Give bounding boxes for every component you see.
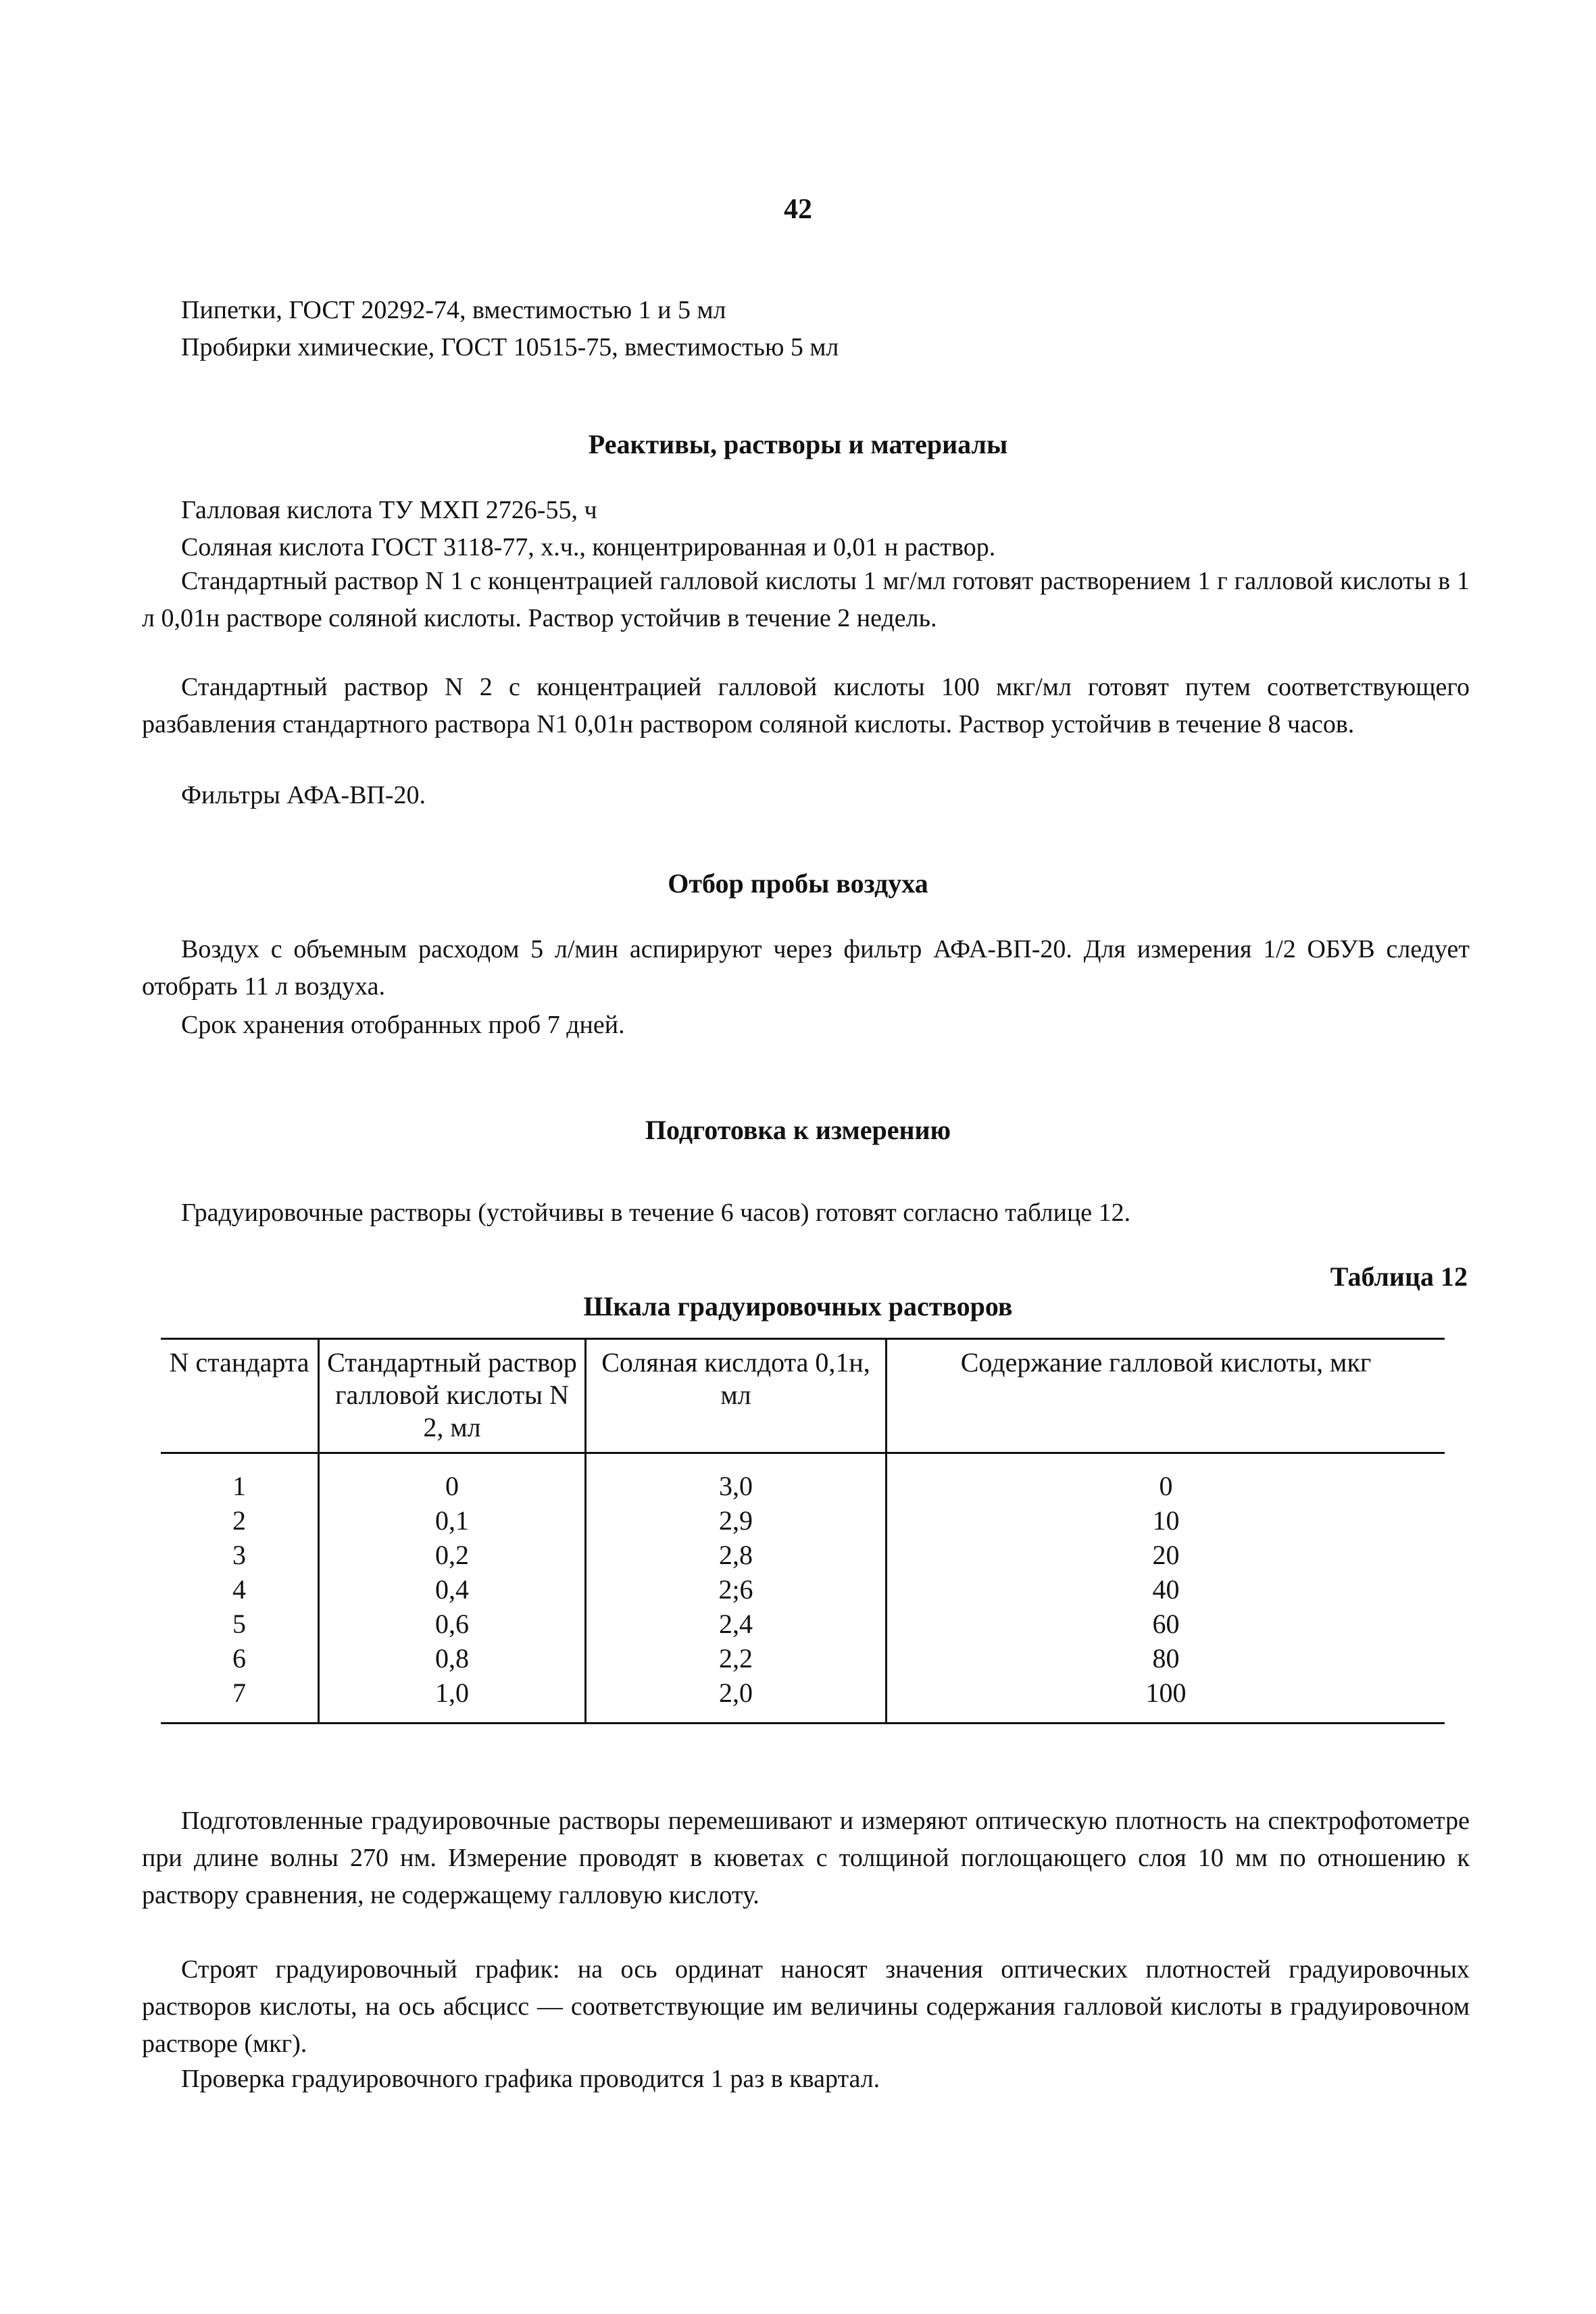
table-row [161, 1607, 1445, 1641]
column-header: Стандартный раствор галловой кислоты N 2, мл [319, 1339, 586, 1453]
table-cell: 0,4 [319, 1572, 586, 1607]
table-cell: 0 [887, 1453, 1445, 1504]
table-cell: 2;6 [586, 1572, 887, 1607]
storage-line: Срок хранения отобранных проб 7 дней. [181, 1011, 625, 1039]
table-cell: 2,0 [586, 1676, 887, 1724]
table-cell: 2,2 [586, 1641, 887, 1676]
calibration-table [161, 1338, 1445, 1724]
table-row [161, 1538, 1445, 1572]
table-cell: 0,6 [319, 1607, 586, 1641]
table-cell: 1 [232, 1471, 246, 1501]
equipment-line: Пипетки, ГОСТ 20292-74, вместимостью 1 и 5 мл [181, 296, 726, 324]
table-cell: 0 [319, 1453, 586, 1504]
table-header-row [161, 1339, 1445, 1453]
table-cell: 10 [887, 1503, 1445, 1538]
table-cell: 0,2 [319, 1538, 586, 1572]
table-row [161, 1641, 1445, 1676]
table-cell: 0,8 [319, 1641, 586, 1676]
table-cell: 2 [232, 1505, 246, 1536]
sampling-paragraph: Воздух с объемным расходом 5 л/мин аспирируют через фильтр АФА-ВП-20. Для измерения 1/2 ОБУВ следует отобрать 11 л воздуха. [142, 935, 1470, 1001]
table-cell: 5 [232, 1609, 246, 1639]
section-heading-reagents: Реактивы, растворы и материалы [588, 429, 1008, 459]
table-cell: 80 [887, 1641, 1445, 1676]
column-header: Соляная кислдота 0,1н, мл [586, 1339, 887, 1453]
table-cell: 2,8 [586, 1538, 887, 1572]
table-cell: 6 [232, 1643, 246, 1674]
table-cell: 3 [232, 1540, 246, 1570]
section-heading-preparation: Подготовка к измерению [645, 1115, 951, 1145]
equipment-line: Пробирки химические, ГОСТ 10515-75, вместимостью 5 мл [181, 333, 839, 361]
table-cell: 60 [887, 1607, 1445, 1641]
calibration-graph-paragraph: Строят градуировочный график: на ось ординат наносят значения оптических плотностей градуировочных растворов кислоты, на ось абсцисс — соответствующие им величины содержания галловой кислоты в градуировочном растворе (мкг). [142, 1955, 1470, 2058]
table-row [161, 1503, 1445, 1538]
column-header: Содержание галловой кислоты, мкг [887, 1339, 1445, 1453]
reagent-line: Галловая кислота ТУ МХП 2726-55, ч [181, 496, 597, 524]
table-row [161, 1572, 1445, 1607]
table-cell: 100 [887, 1676, 1445, 1724]
table-cell: 20 [887, 1538, 1445, 1572]
check-paragraph: Проверка градуировочного графика проводится 1 раз в квартал. [181, 2065, 880, 2093]
column-header: N стандарта [161, 1339, 319, 1453]
table-cell: 2,4 [586, 1607, 887, 1641]
filters-line: Фильтры АФА-ВП-20. [181, 781, 426, 809]
measurement-paragraph: Подготовленные градуировочные растворы перемешивают и измеряют оптическую плотность на спектрофотометре при длине волны 270 нм. Измерение проводят в кюветах с толщиной поглощающего слоя 10 мм по отношению к раствору сравнения, не содержащему галловую кислоту. [142, 1807, 1470, 1909]
table-caption: Таблица 12 [1330, 1261, 1468, 1292]
table-cell: 0,1 [319, 1503, 586, 1538]
table-title: Шкала градуировочных растворов [583, 1291, 1013, 1322]
page-number: 42 [784, 194, 812, 225]
table-row [161, 1453, 1445, 1504]
reagent-line: Соляная кислота ГОСТ 3118-77, х.ч., концентрированная и 0,01 н раствор. [181, 533, 996, 561]
table-cell: 40 [887, 1572, 1445, 1607]
table-cell: 7 [161, 1676, 319, 1724]
table-cell: 1,0 [319, 1676, 586, 1724]
table-row [161, 1676, 1445, 1724]
table-cell: 3,0 [586, 1453, 887, 1504]
reagent-paragraph: Стандартный раствор N 2 с концентрацией галловой кислоты 100 мкг/мл готовят путем соответствующего разбавления стандартного раствора N1 0,01н раствором соляной кислоты. Раствор устойчив в течение 8 часов. [142, 673, 1470, 738]
table-cell: 2,9 [586, 1503, 887, 1538]
table-cell: 4 [232, 1574, 246, 1605]
section-heading-sampling: Отбор пробы воздуха [668, 868, 928, 899]
preparation-intro: Градуировочные растворы (устойчивы в течение 6 часов) готовят согласно таблице 12. [181, 1199, 1131, 1227]
reagent-paragraph: Стандартный раствор N 1 с концентрацией галловой кислоты 1 мг/мл готовят растворением 1 г галловой кислоты в 1 л 0,01н растворе соляной кислоты. Раствор устойчив в течение 2 недель. [142, 567, 1470, 632]
